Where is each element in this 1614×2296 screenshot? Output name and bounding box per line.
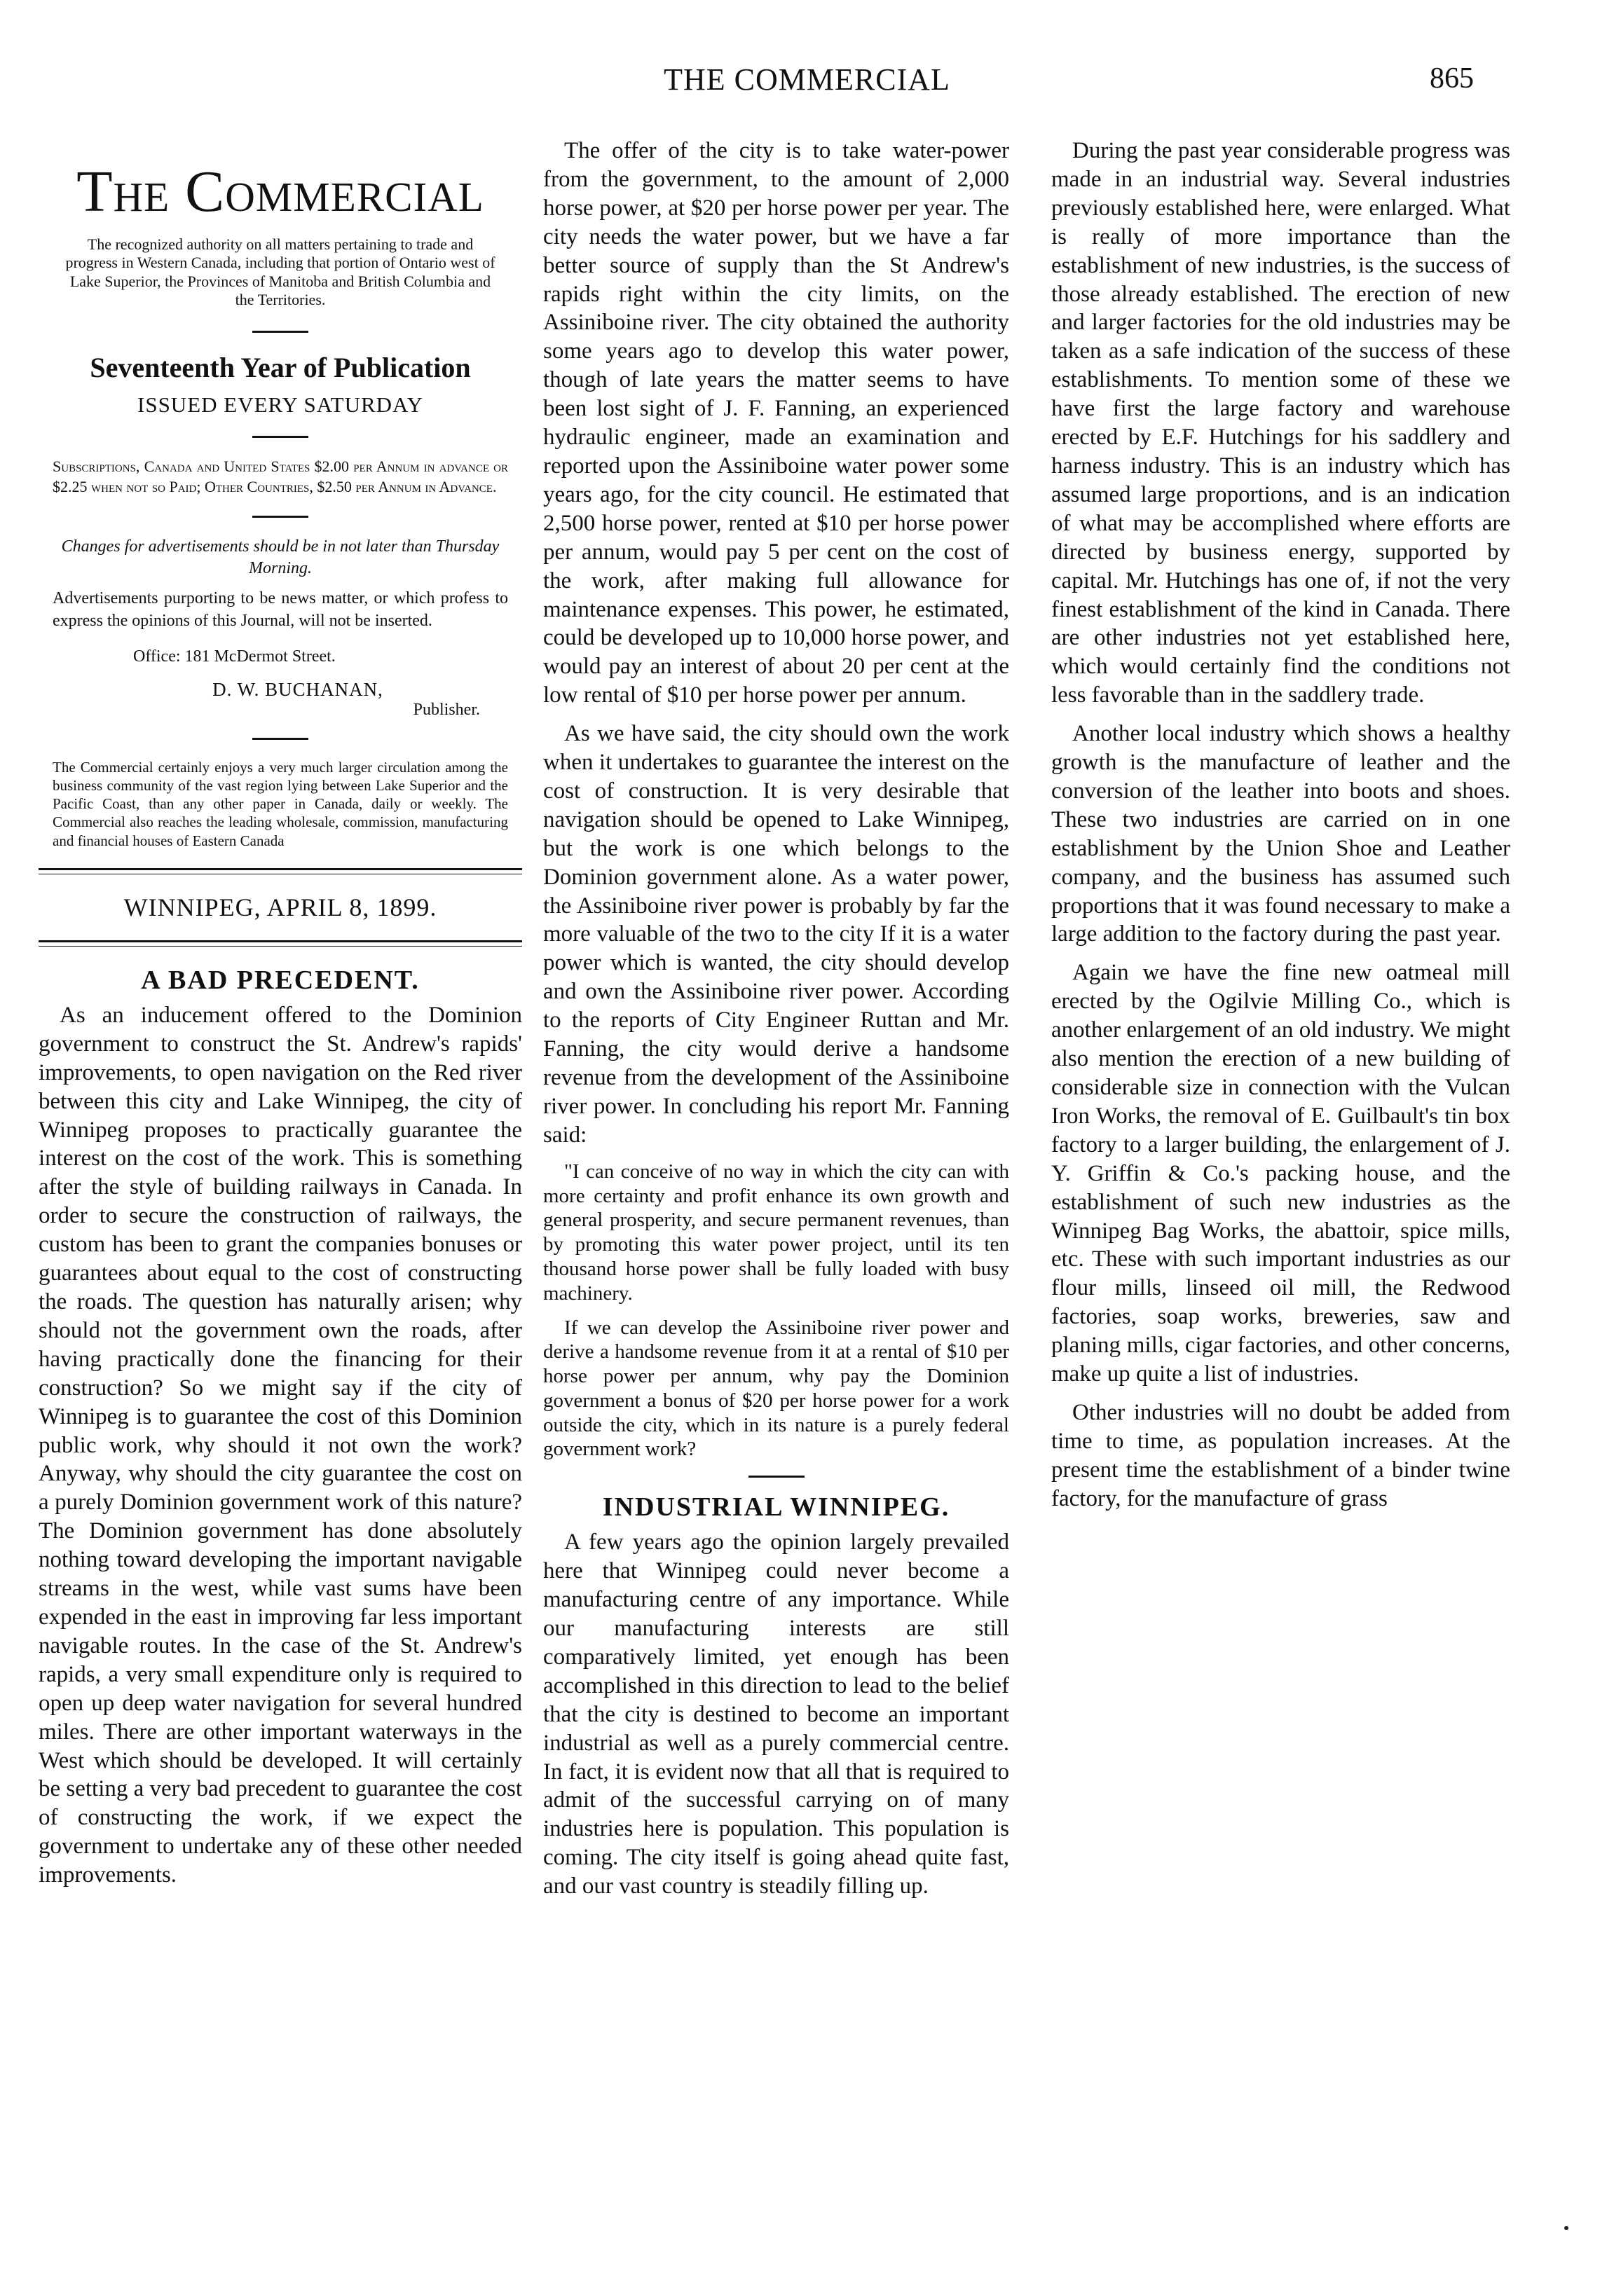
publisher-title: Publisher. (413, 700, 480, 719)
running-head (0, 62, 1614, 111)
divider (252, 738, 308, 740)
column-2 (543, 137, 1009, 2233)
office-address: Office: 181 McDermot Street. (133, 647, 336, 666)
article-quote: "I can conceive of no way in which the city can with more certainty and profit enhance its own growth and general prosperity, and secure permanent revenues, than by promoting this water power project, until its ten thousand horse power shall be fully loaded with busy machinery. (543, 1160, 1009, 1305)
advertisement-policy: Advertisements purporting to be news matter, or which profess to express the opinions of this Journal, will not be inserted. (53, 589, 508, 630)
article-paragraph: Again we have the fine new oatmeal mill erected by the Ogilvie Milling Co., which is another enlargement of an old industry. We might also mention the erection of a new building of considerable size in connection with the Vulcan Iron Works, the removal of E. Guilbault's tin box factory to a larger building, the enlargement of J. Y. Griffin & Co.'s packing house, and the establishment of such new industries as the Winnipeg Bag Works, the abattoir, spice mills, etc. These with such important industries as our flour mills, linseed oil mill, the Redwood factories, soap works, breweries, saw and planing mills, cigar factories, and other concerns, make up quite a list of industries. (1051, 960, 1510, 1387)
circulation-notice: The Commercial certainly enjoys a very much larger circulation among the business community of the vast region lying between Lake Superior and the Pacific Coast, than any other paper in Canada, daily or weekly. The Commercial also reaches the leading wholesale, commission, manufacturing and financial houses of Eastern Canada (53, 758, 508, 849)
article-paragraph: During the past year considerable progress was made in an industrial way. Several industries previously established here, were enlarged. What is really of more importance than the establishment of new industries, is the success of those already established. The erection of new and larger factories for the old industries may be taken as a safe indication of the success of these establishments. To mention some of these we have first the large factory and warehouse erected by E.F. Hutchings for his saddlery and harness industry. This is an industry which has assumed large proportions, and is an indication of what may be accomplished where efforts are directed by business energy, supported by capital. Mr. Hutchings has one of, if not the very finest establishment of the kind in Canada. There are other industries not yet established here, which would certainly find the conditions not less favorable than in the saddlery trade. (1051, 138, 1510, 708)
masthead-title: The Commercial (76, 159, 484, 224)
dateline: WINNIPEG, APRIL 8, 1899. (123, 893, 437, 921)
article-paragraph: The offer of the city is to take water-power from the government, to the amount of 2,000 horse power, at $20 per horse power per year. The city needs the water power, but we have a far better source of supply than the St Andrew's rapids right within the city limits, on the Assiniboine river. The city obtained the authority some years ago to develop this water power, though of late years the matter seems to have been lost sight of J. F. Fanning, an experienced hydraulic engineer, made an examination and reported upon the Assiniboine water power some years ago, for the city council. He estimated that 2,500 horse power, rented at $10 per horse power per annum, would pay 5 per cent on the cost of the work, after making full allowance for maintenance expenses. This power, he estimated, could be developed up to 10,000 horse power, and would pay an interest of about 20 per cent at the low rental of $10 per horse power per annum. (543, 138, 1009, 708)
double-rule (39, 868, 522, 874)
article-headline: A BAD PRECEDENT. (141, 965, 420, 995)
publication-year: Seventeenth Year of Publication (90, 351, 471, 383)
column-1 (39, 137, 522, 2233)
page-number: 865 (1430, 62, 1474, 95)
advertisement-deadline: Changes for advertisements should be in not later than Thursday Morning. (61, 537, 500, 578)
divider (252, 331, 308, 333)
article-headline: INDUSTRIAL WINNIPEG. (602, 1492, 950, 1522)
running-head-title: THE COMMERCIAL (664, 62, 950, 97)
divider (252, 436, 308, 438)
publisher-name: D. W. BUCHANAN, (212, 678, 383, 700)
article-paragraph: As we have said, the city should own the work when it undertakes to guarantee the interest on the cost of construction. It is very desirable that navigation should be opened to Lake Winnipeg, but the work is one which belongs to the Dominion government alone. As a water power, the Assiniboine river power is probably by far the more valuable of the two to the city If it is a water power which is wanted, the city should develop and own the Assiniboine river power. According to the reports of City Engineer Ruttan and Mr. Fanning, the city would derive a handsome revenue from the development of the Assiniboine river power. In concluding his report Mr. Fanning said: (543, 721, 1009, 1148)
ink-dot (1564, 2226, 1568, 2230)
double-rule (39, 940, 522, 947)
divider (252, 516, 308, 518)
masthead-tagline: The recognized authority on all matters pertaining to trade and progress in Western Canada, including that portion of Ontario west of Lake Superior, the Provinces of Manitoba and British Columbia and the Territories. (65, 235, 495, 309)
article-paragraph: If we can develop the Assiniboine river power and derive a handsome revenue from it at a rental of $10 per horse power per annum, why pay the Dominion government a bonus of $20 per horse power for a work outside the city, which in its nature is a purely federal government work? (543, 1316, 1009, 1461)
article-paragraph: Other industries will no doubt be added from time to time, as population increases. At the present time the establishment of a binder twine factory, for the manufacture of grass (1051, 1399, 1510, 1511)
article-paragraph: As an inducement offered to the Dominion government to construct the St. Andrew's rapids' improvements, to open navigation on the Red river between this city and Lake Winnipeg, the city of Winnipeg proposes to practically guarantee the interest on the cost of the work. This is something after the style of building railways in Canada. In order to secure the construction of railways, the custom has been to grant the companies bonuses or guarantees about equal to the cost of constructing the roads. The question has naturally arisen; why should not the government own the roads, after having practically done the financing for their construction? So we might say if the city of Winnipeg is to guarantee the cost of this Dominion public work, why should it not own the work? Anyway, why should the city guarantee the cost on a purely Dominion government work of this nature? The Dominion government has done absolutely nothing toward developing the important navigable streams in the west, while vast sums have been expended in the east in improving far less important navigable routes. In the case of the St. Andrew's rapids, a very small expenditure only is required to open up deep water navigation for several hundred miles. There are other important waterways in the West which should be developed. It will certainly be setting a very bad precedent to guarantee the cost of constructing the work, if we expect the government to undertake any of these other needed improvements. (39, 1002, 522, 1888)
column-3 (1051, 137, 1510, 2233)
article-paragraph: Another local industry which shows a healthy growth is the manufacture of leather and the conversion of the leather into boots and shoes. These two industries are carried on in one establishment by the Union Shoe and Leather company, and the business has assumed such proportions that it was found necessary to make a large addition to the factory during the past year. (1051, 721, 1510, 947)
divider (748, 1476, 805, 1478)
issue-frequency: ISSUED EVERY SATURDAY (137, 392, 423, 417)
subscription-rates: Subscriptions, Canada and United States $2.00 per Annum in advance or $2.25 when not so Paid; Other Countries, $2.50 per Annum in Advance. (53, 457, 508, 496)
article-paragraph: A few years ago the opinion largely prevailed here that Winnipeg could never become a manufacturing centre of any importance. While our manufacturing interests are still comparatively limited, yet enough has been accomplished in this direction to lead to the belief that the city is destined to become an important industrial as well as a purely commercial centre. In fact, it is evident now that all that is required to admit of the successful carrying on of many industries here is population. This population is coming. The city itself is going ahead quite fast, and our vast country is steadily filling up. (543, 1529, 1009, 1899)
